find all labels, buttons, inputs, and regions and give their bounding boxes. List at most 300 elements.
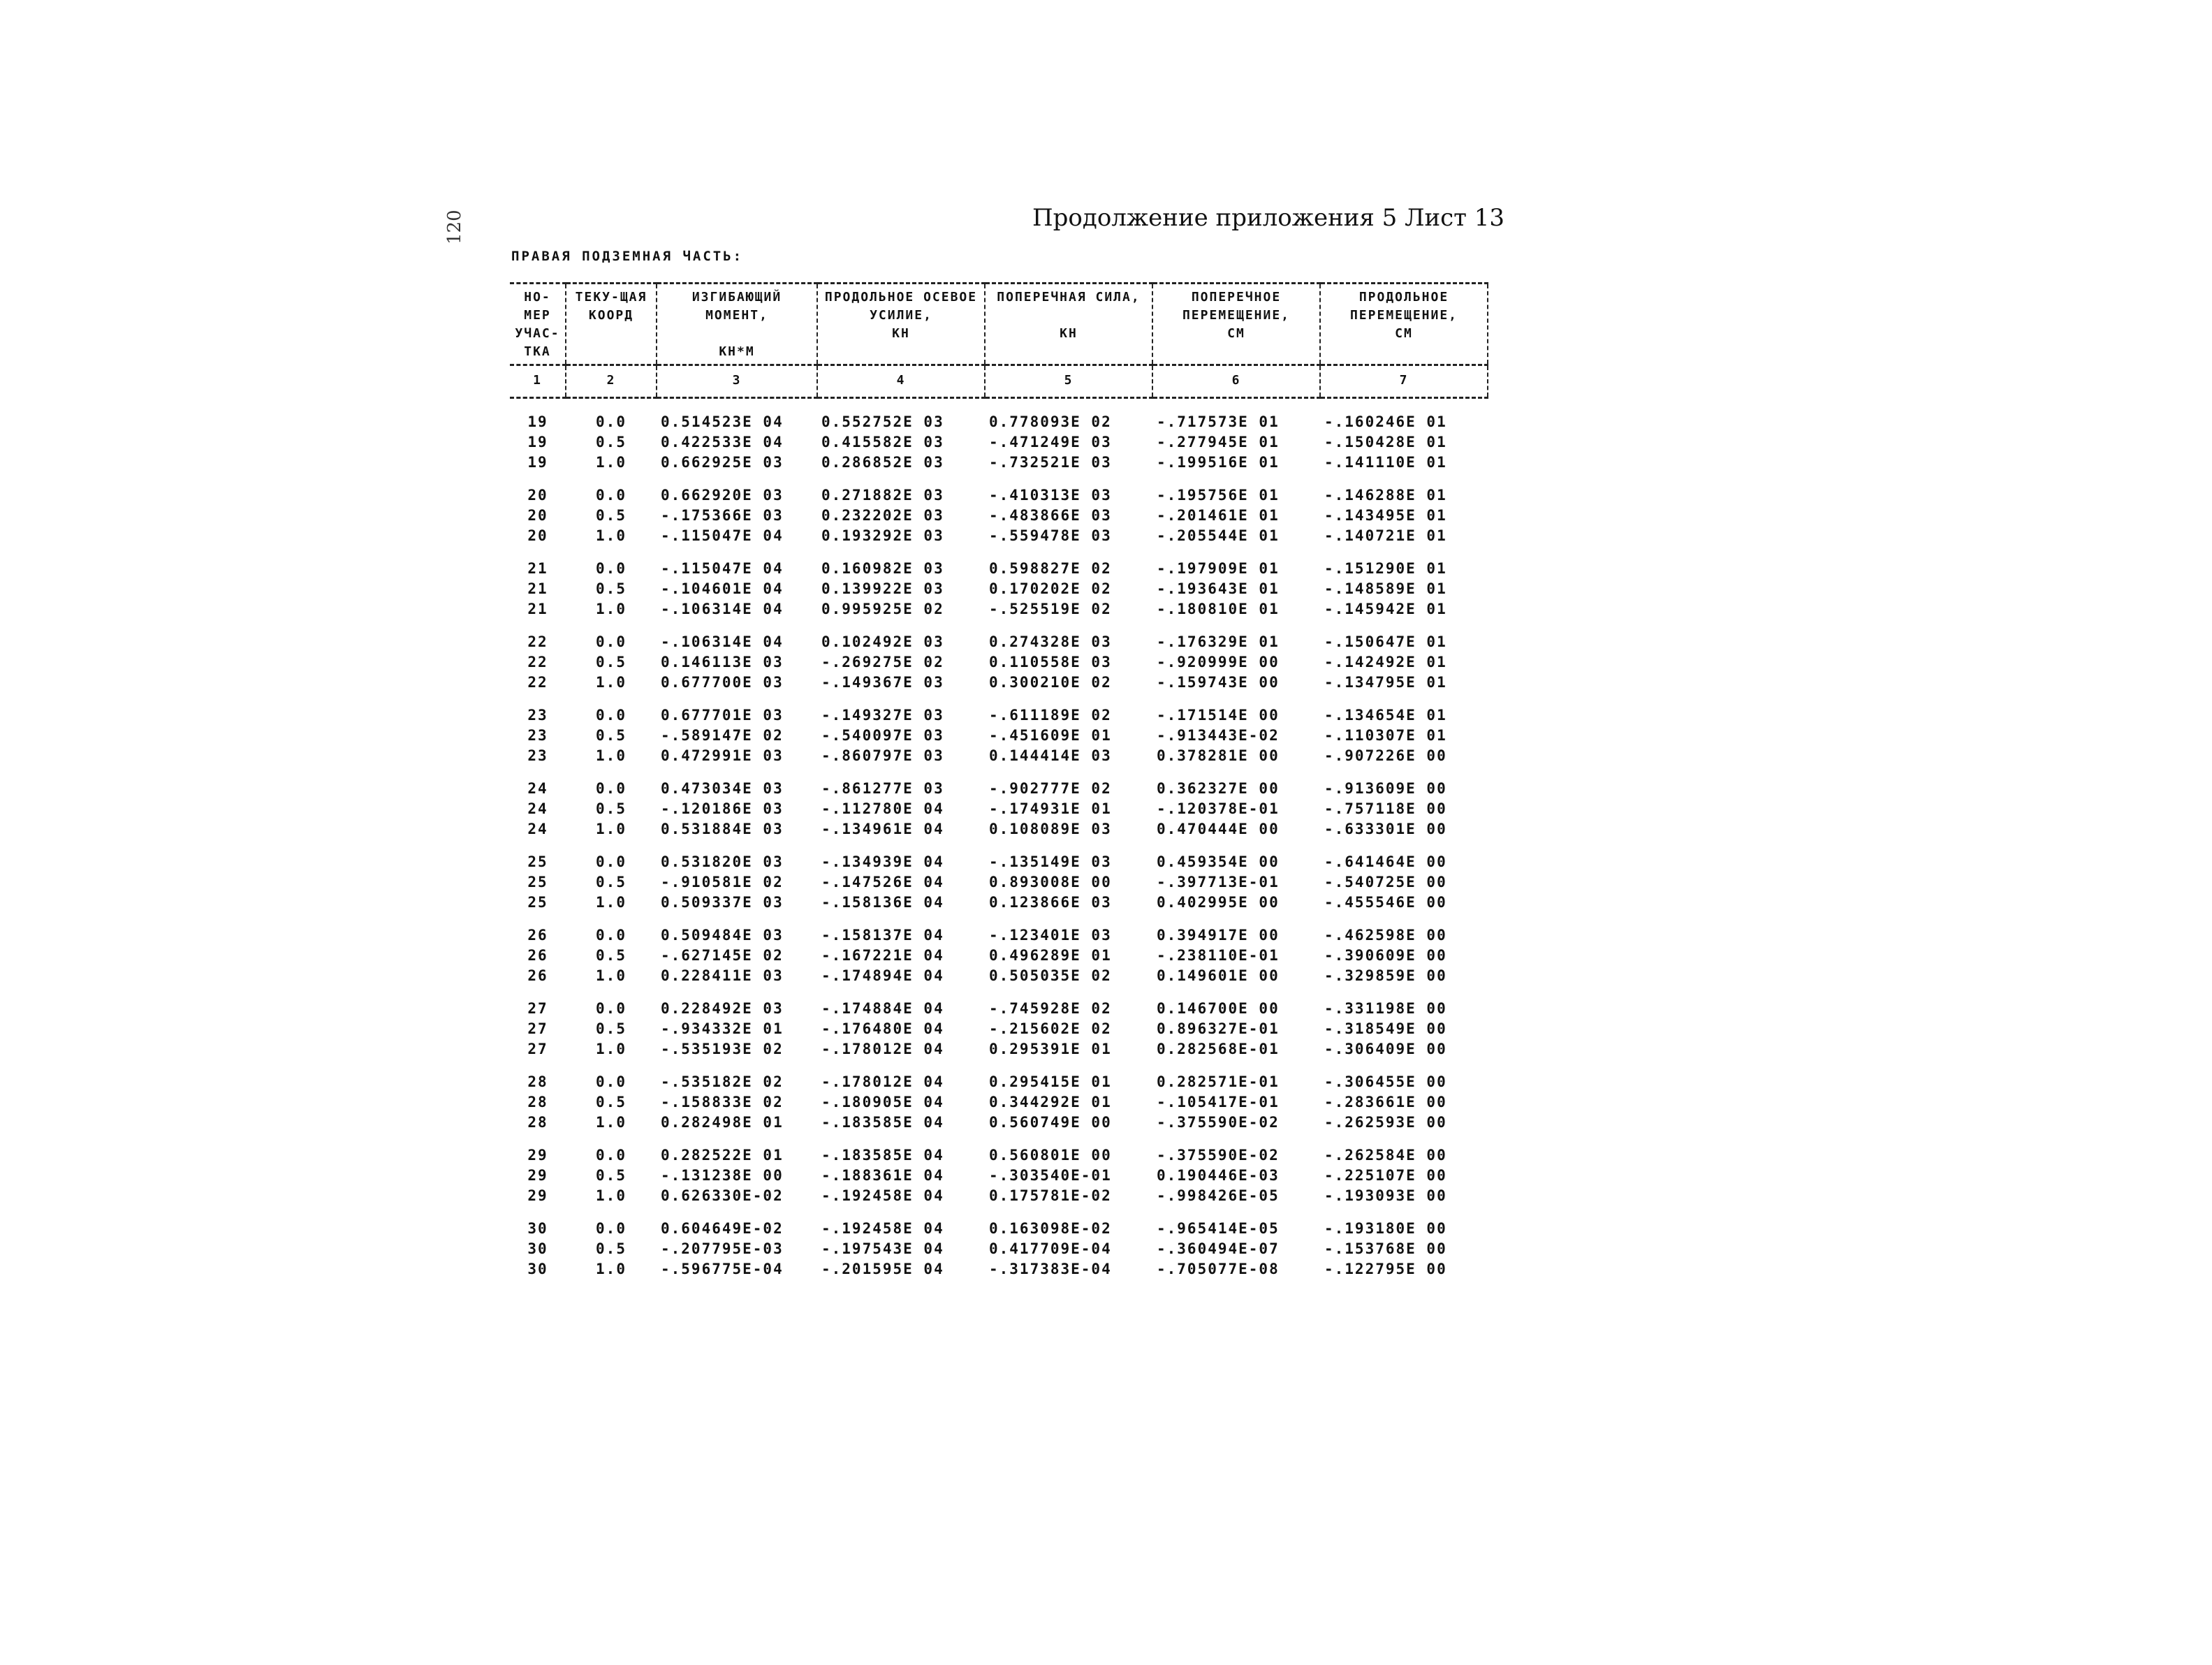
table-row	[510, 579, 1488, 599]
table-cell: 30	[527, 1261, 548, 1277]
table-cell: -.483866E 03	[989, 507, 1112, 524]
table-cell: 26	[527, 967, 548, 984]
table-row	[510, 1186, 1488, 1206]
table-cell: 0.295391E 01	[989, 1041, 1112, 1057]
table-cell: 0.0	[596, 927, 627, 944]
table-cell: 0.552752E 03	[821, 413, 944, 430]
column-index: 7	[1320, 365, 1488, 398]
table-row	[510, 1019, 1488, 1039]
table-cell: -.303540E-01	[989, 1167, 1112, 1184]
table-cell: -.174931E 01	[989, 800, 1112, 817]
table-cell: 0.626330E-02	[661, 1187, 784, 1204]
table-cell: -.151290E 01	[1324, 560, 1447, 577]
table-row	[510, 966, 1488, 986]
table-cell: -.910581E 02	[661, 874, 784, 890]
table-cell: -.141110E 01	[1324, 454, 1447, 471]
table-cell: 0.149601E 00	[1157, 967, 1280, 984]
table-cell: 1.0	[596, 527, 627, 544]
table-cell: 23	[527, 707, 548, 724]
table-row	[510, 986, 1488, 1019]
table-cell: 22	[527, 633, 548, 650]
table-cell: -.134654E 01	[1324, 707, 1447, 724]
table-cell: 0.228411E 03	[661, 967, 784, 984]
table-cell: 0.0	[596, 413, 627, 430]
table-cell: -.262584E 00	[1324, 1147, 1447, 1164]
table-cell: 0.282571E-01	[1157, 1073, 1280, 1090]
table-cell: -.197543E 04	[821, 1240, 944, 1257]
table-cell: 0.0	[596, 780, 627, 797]
table-cell: -.110307E 01	[1324, 727, 1447, 744]
table-cell: 1.0	[596, 1114, 627, 1131]
table-cell: 0.604649E-02	[661, 1220, 784, 1237]
table-cell: 0.896327E-01	[1157, 1020, 1280, 1037]
table-cell: -.201595E 04	[821, 1261, 944, 1277]
table-cell: 28	[527, 1114, 548, 1131]
table-cell: 0.193292E 03	[821, 527, 944, 544]
table-cell: 28	[527, 1094, 548, 1110]
table-cell: -.913609E 00	[1324, 780, 1447, 797]
table-cell: 0.175781E-02	[989, 1187, 1112, 1204]
table-cell: 1.0	[596, 454, 627, 471]
table-cell: -.745928E 02	[989, 1000, 1112, 1017]
table-cell: 0.146113E 03	[661, 654, 784, 670]
table-cell: -.540725E 00	[1324, 874, 1447, 890]
table-cell: -.140721E 01	[1324, 527, 1447, 544]
table-cell: -.158833E 02	[661, 1094, 784, 1110]
results-table-container	[510, 282, 1488, 1279]
table-row	[510, 526, 1488, 546]
table-cell: 0.509484E 03	[661, 927, 784, 944]
table-cell: -.205544E 01	[1157, 527, 1280, 544]
table-cell: 0.0	[596, 487, 627, 504]
table-cell: 0.531820E 03	[661, 853, 784, 870]
table-cell: -.934332E 01	[661, 1020, 784, 1037]
table-cell: 1.0	[596, 1187, 627, 1204]
table-cell: -.262593E 00	[1324, 1114, 1447, 1131]
table-cell: 0.139922E 03	[821, 580, 944, 597]
table-cell: 24	[527, 800, 548, 817]
table-cell: 0.5	[596, 1094, 627, 1110]
table-cell: 0.5	[596, 727, 627, 744]
table-cell: 24	[527, 780, 548, 797]
table-cell: 1.0	[596, 747, 627, 764]
table-cell: 0.110558E 03	[989, 654, 1112, 670]
table-cell: 0.0	[596, 853, 627, 870]
table-cell: -.150428E 01	[1324, 434, 1447, 450]
table-cell: 22	[527, 654, 548, 670]
table-row	[510, 1206, 1488, 1239]
table-cell: 0.598827E 02	[989, 560, 1112, 577]
table-cell: -.535182E 02	[661, 1073, 784, 1090]
column-index: 4	[817, 365, 985, 398]
table-cell: -.451609E 01	[989, 727, 1112, 744]
table-cell: 0.163098E-02	[989, 1220, 1112, 1237]
table-cell: 0.271882E 03	[821, 487, 944, 504]
table-row	[510, 546, 1488, 579]
table-cell: -.375590E-02	[1157, 1147, 1280, 1164]
table-cell: -.134795E 01	[1324, 674, 1447, 691]
table-row	[510, 766, 1488, 799]
table-cell: 0.5	[596, 507, 627, 524]
table-cell: -.462598E 00	[1324, 927, 1447, 944]
table-cell: 21	[527, 601, 548, 617]
table-row	[510, 893, 1488, 913]
table-cell: -.158136E 04	[821, 894, 944, 911]
table-cell: -.178012E 04	[821, 1041, 944, 1057]
table-cell: 1.0	[596, 674, 627, 691]
table-cell: -.149327E 03	[821, 707, 944, 724]
table-cell: 0.473034E 03	[661, 780, 784, 797]
table-cell: 0.662925E 03	[661, 454, 784, 471]
table-cell: 20	[527, 487, 548, 504]
table-cell: 0.274328E 03	[989, 633, 1112, 650]
table-cell: -.317383E-04	[989, 1261, 1112, 1277]
table-cell: -.197909E 01	[1157, 560, 1280, 577]
table-row	[510, 799, 1488, 819]
table-cell: 0.422533E 04	[661, 434, 784, 450]
table-cell: 0.5	[596, 1240, 627, 1257]
table-cell: -.142492E 01	[1324, 654, 1447, 670]
table-cell: 0.295415E 01	[989, 1073, 1112, 1090]
table-cell: 0.677701E 03	[661, 707, 784, 724]
table-cell: 0.496289E 01	[989, 947, 1112, 964]
table-cell: 0.300210E 02	[989, 674, 1112, 691]
table-cell: 0.5	[596, 654, 627, 670]
table-cell: -.705077E-08	[1157, 1261, 1280, 1277]
table-cell: -.180810E 01	[1157, 601, 1280, 617]
table-cell: -.201461E 01	[1157, 507, 1280, 524]
table-row	[510, 432, 1488, 453]
table-cell: -.717573E 01	[1157, 413, 1280, 430]
table-cell: -.176329E 01	[1157, 633, 1280, 650]
table-cell: 22	[527, 674, 548, 691]
column-header: ПРОДОЛЬНОЕ ОСЕВОЕ УСИЛИЕ, КН	[817, 284, 985, 365]
table-cell: -.149367E 03	[821, 674, 944, 691]
table-cell: 28	[527, 1073, 548, 1090]
table-cell: -.633301E 00	[1324, 821, 1447, 837]
column-index: 1	[510, 365, 566, 398]
table-cell: -.861277E 03	[821, 780, 944, 797]
table-cell: 0.677700E 03	[661, 674, 784, 691]
table-cell: -.112780E 04	[821, 800, 944, 817]
results-table	[510, 282, 1488, 1279]
table-cell: 0.531884E 03	[661, 821, 784, 837]
table-cell: 29	[527, 1147, 548, 1164]
table-cell: 19	[527, 413, 548, 430]
table-row	[510, 398, 1488, 433]
table-cell: -.104601E 04	[661, 580, 784, 597]
table-cell: -.306409E 00	[1324, 1041, 1447, 1057]
table-cell: 0.0	[596, 560, 627, 577]
table-cell: 0.0	[596, 633, 627, 650]
table-cell: 0.0	[596, 1220, 627, 1237]
section-title: ПРАВАЯ ПОДЗЕМНАЯ ЧАСТЬ:	[511, 249, 744, 264]
table-cell: 1.0	[596, 894, 627, 911]
table-cell: 0.123866E 03	[989, 894, 1112, 911]
table-cell: -.160246E 01	[1324, 413, 1447, 430]
table-row	[510, 726, 1488, 746]
table-cell: 0.5	[596, 580, 627, 597]
table-cell: 23	[527, 747, 548, 764]
column-header: ПОПЕРЕЧНОЕ ПЕРЕМЕЩЕНИЕ, СМ	[1152, 284, 1320, 365]
table-row	[510, 673, 1488, 693]
table-cell: -.907226E 00	[1324, 747, 1447, 764]
table-cell: -.390609E 00	[1324, 947, 1447, 964]
table-cell: 0.282498E 01	[661, 1114, 784, 1131]
table-cell: -.207795E-03	[661, 1240, 784, 1257]
table-cell: 0.470444E 00	[1157, 821, 1280, 837]
table-cell: -.176480E 04	[821, 1020, 944, 1037]
column-header: НО-МЕР УЧАС-ТКА	[510, 284, 566, 365]
table-cell: -.757118E 00	[1324, 800, 1447, 817]
table-cell: 25	[527, 894, 548, 911]
table-cell: 0.378281E 00	[1157, 747, 1280, 764]
table-cell: 0.415582E 03	[821, 434, 944, 450]
column-index-row	[510, 365, 1488, 398]
table-cell: -.175366E 03	[661, 507, 784, 524]
table-cell: 0.0	[596, 1000, 627, 1017]
table-cell: -.199516E 01	[1157, 454, 1280, 471]
table-cell: -.283661E 00	[1324, 1094, 1447, 1110]
table-cell: 0.509337E 03	[661, 894, 784, 911]
table-cell: 1.0	[596, 1041, 627, 1057]
table-cell: 21	[527, 560, 548, 577]
results-table-body	[510, 398, 1488, 1280]
table-cell: 1.0	[596, 967, 627, 984]
table-cell: -.329859E 00	[1324, 967, 1447, 984]
table-cell: -.965414E-05	[1157, 1220, 1280, 1237]
table-cell: -.318549E 00	[1324, 1020, 1447, 1037]
table-cell: -.195756E 01	[1157, 487, 1280, 504]
table-row	[510, 693, 1488, 726]
table-cell: -.920999E 00	[1157, 654, 1280, 670]
column-index: 2	[566, 365, 657, 398]
table-cell: -.306455E 00	[1324, 1073, 1447, 1090]
table-cell: -.134939E 04	[821, 853, 944, 870]
table-cell: 0.282522E 01	[661, 1147, 784, 1164]
table-cell: -.178012E 04	[821, 1073, 944, 1090]
table-cell: 0.5	[596, 1020, 627, 1037]
table-row	[510, 1113, 1488, 1133]
table-cell: -.115047E 04	[661, 560, 784, 577]
table-row	[510, 1239, 1488, 1259]
table-cell: 0.228492E 03	[661, 1000, 784, 1017]
table-cell: -.123401E 03	[989, 927, 1112, 944]
table-cell: 21	[527, 580, 548, 597]
column-header: ТЕКУ-ЩАЯ КООРД	[566, 284, 657, 365]
table-cell: 25	[527, 874, 548, 890]
table-cell: -.174884E 04	[821, 1000, 944, 1017]
table-cell: 26	[527, 947, 548, 964]
table-cell: -.902777E 02	[989, 780, 1112, 797]
table-cell: 27	[527, 1000, 548, 1017]
table-cell: -.143495E 01	[1324, 507, 1447, 524]
table-cell: -.106314E 04	[661, 601, 784, 617]
table-cell: 0.5	[596, 874, 627, 890]
table-row	[510, 1166, 1488, 1186]
table-cell: 0.160982E 03	[821, 560, 944, 577]
table-row	[510, 506, 1488, 526]
table-cell: 0.108089E 03	[989, 821, 1112, 837]
table-cell: 0.472991E 03	[661, 747, 784, 764]
table-cell: -.147526E 04	[821, 874, 944, 890]
table-cell: 19	[527, 454, 548, 471]
table-cell: -.193180E 00	[1324, 1220, 1447, 1237]
table-row	[510, 946, 1488, 966]
table-cell: -.535193E 02	[661, 1041, 784, 1057]
table-cell: -.134961E 04	[821, 821, 944, 837]
table-cell: -.998426E-05	[1157, 1187, 1280, 1204]
table-cell: -.471249E 03	[989, 434, 1112, 450]
table-cell: -.192458E 04	[821, 1220, 944, 1237]
table-cell: -.641464E 00	[1324, 853, 1447, 870]
table-cell: -.174894E 04	[821, 967, 944, 984]
table-row	[510, 819, 1488, 839]
table-row	[510, 619, 1488, 652]
table-cell: -.183585E 04	[821, 1114, 944, 1131]
column-index: 6	[1152, 365, 1320, 398]
table-row	[510, 652, 1488, 673]
table-cell: 0.402995E 00	[1157, 894, 1280, 911]
table-cell: -.183585E 04	[821, 1147, 944, 1164]
table-row	[510, 913, 1488, 946]
table-row	[510, 1133, 1488, 1166]
table-cell: 20	[527, 527, 548, 544]
table-row	[510, 1039, 1488, 1059]
table-cell: 27	[527, 1041, 548, 1057]
column-header-row	[510, 284, 1488, 365]
table-cell: -.589147E 02	[661, 727, 784, 744]
table-cell: -.215602E 02	[989, 1020, 1112, 1037]
table-cell: -.193643E 01	[1157, 580, 1280, 597]
table-cell: 0.286852E 03	[821, 454, 944, 471]
table-cell: -.269275E 02	[821, 654, 944, 670]
table-cell: -.115047E 04	[661, 527, 784, 544]
table-cell: 0.232202E 03	[821, 507, 944, 524]
table-cell: 23	[527, 727, 548, 744]
table-row	[510, 1059, 1488, 1092]
table-cell: 0.778093E 02	[989, 413, 1112, 430]
table-cell: 1.0	[596, 601, 627, 617]
table-cell: 0.282568E-01	[1157, 1041, 1280, 1057]
table-row	[510, 839, 1488, 872]
table-cell: 0.560801E 00	[989, 1147, 1112, 1164]
table-cell: -.397713E-01	[1157, 874, 1280, 890]
page-heading: Продолжение приложения 5 Лист 13	[1032, 204, 1505, 232]
table-cell: 0.344292E 01	[989, 1094, 1112, 1110]
table-cell: -.732521E 03	[989, 454, 1112, 471]
table-cell: -.331198E 00	[1324, 1000, 1447, 1017]
table-cell: -.375590E-02	[1157, 1114, 1280, 1131]
table-cell: -.106314E 04	[661, 633, 784, 650]
column-index: 3	[657, 365, 817, 398]
table-cell: 0.0	[596, 707, 627, 724]
table-cell: -.158137E 04	[821, 927, 944, 944]
table-cell: 0.394917E 00	[1157, 927, 1280, 944]
table-cell: -.627145E 02	[661, 947, 784, 964]
table-row	[510, 872, 1488, 893]
table-cell: 26	[527, 927, 548, 944]
column-header: ИЗГИБАЮЩИЙ МОМЕНТ, КН*М	[657, 284, 817, 365]
table-cell: 0.5	[596, 434, 627, 450]
table-cell: 0.5	[596, 1167, 627, 1184]
table-cell: -.120186E 03	[661, 800, 784, 817]
table-cell: -.131238E 00	[661, 1167, 784, 1184]
table-cell: -.277945E 01	[1157, 434, 1280, 450]
table-cell: 19	[527, 434, 548, 450]
table-cell: -.105417E-01	[1157, 1094, 1280, 1110]
table-row	[510, 746, 1488, 766]
table-cell: 0.505035E 02	[989, 967, 1112, 984]
table-cell: 0.459354E 00	[1157, 853, 1280, 870]
table-row	[510, 1092, 1488, 1113]
table-cell: -.188361E 04	[821, 1167, 944, 1184]
table-cell: -.150647E 01	[1324, 633, 1447, 650]
column-header: ПОПЕРЕЧНАЯ СИЛА, КН	[985, 284, 1152, 365]
table-cell: 1.0	[596, 1261, 627, 1277]
table-cell: -.167221E 04	[821, 947, 944, 964]
table-cell: 0.146700E 00	[1157, 1000, 1280, 1017]
table-cell: -.225107E 00	[1324, 1167, 1447, 1184]
table-cell: 25	[527, 853, 548, 870]
table-cell: 0.560749E 00	[989, 1114, 1112, 1131]
table-cell: -.559478E 03	[989, 527, 1112, 544]
table-cell: 30	[527, 1240, 548, 1257]
table-cell: -.540097E 03	[821, 727, 944, 744]
table-cell: 0.893008E 00	[989, 874, 1112, 890]
table-cell: -.146288E 01	[1324, 487, 1447, 504]
table-cell: -.860797E 03	[821, 747, 944, 764]
table-cell: -.192458E 04	[821, 1187, 944, 1204]
page-number: 120	[444, 210, 465, 244]
table-cell: 0.102492E 03	[821, 633, 944, 650]
table-cell: -.410313E 03	[989, 487, 1112, 504]
table-cell: 0.170202E 02	[989, 580, 1112, 597]
table-cell: 0.417709E-04	[989, 1240, 1112, 1257]
table-cell: -.180905E 04	[821, 1094, 944, 1110]
table-cell: -.171514E 00	[1157, 707, 1280, 724]
table-row	[510, 599, 1488, 619]
column-index: 5	[985, 365, 1152, 398]
table-cell: -.153768E 00	[1324, 1240, 1447, 1257]
table-cell: 1.0	[596, 821, 627, 837]
table-cell: -.122795E 00	[1324, 1261, 1447, 1277]
table-cell: -.611189E 02	[989, 707, 1112, 724]
table-cell: 0.144414E 03	[989, 747, 1112, 764]
table-cell: 30	[527, 1220, 548, 1237]
table-cell: 0.362327E 00	[1157, 780, 1280, 797]
table-cell: 0.0	[596, 1073, 627, 1090]
table-cell: -.135149E 03	[989, 853, 1112, 870]
table-cell: -.145942E 01	[1324, 601, 1447, 617]
table-cell: -.120378E-01	[1157, 800, 1280, 817]
table-cell: 29	[527, 1167, 548, 1184]
table-cell: -.913443E-02	[1157, 727, 1280, 744]
table-cell: -.238110E-01	[1157, 947, 1280, 964]
table-cell: -.148589E 01	[1324, 580, 1447, 597]
table-row	[510, 453, 1488, 473]
table-cell: -.159743E 00	[1157, 674, 1280, 691]
table-cell: 27	[527, 1020, 548, 1037]
table-cell: 29	[527, 1187, 548, 1204]
table-cell: -.193093E 00	[1324, 1187, 1447, 1204]
table-cell: -.525519E 02	[989, 601, 1112, 617]
table-cell: 0.995925E 02	[821, 601, 944, 617]
table-cell: 0.0	[596, 1147, 627, 1164]
table-cell: -.596775E-04	[661, 1261, 784, 1277]
table-cell: 0.5	[596, 800, 627, 817]
column-header: ПРОДОЛЬНОЕ ПЕРЕМЕЩЕНИЕ, СМ	[1320, 284, 1488, 365]
